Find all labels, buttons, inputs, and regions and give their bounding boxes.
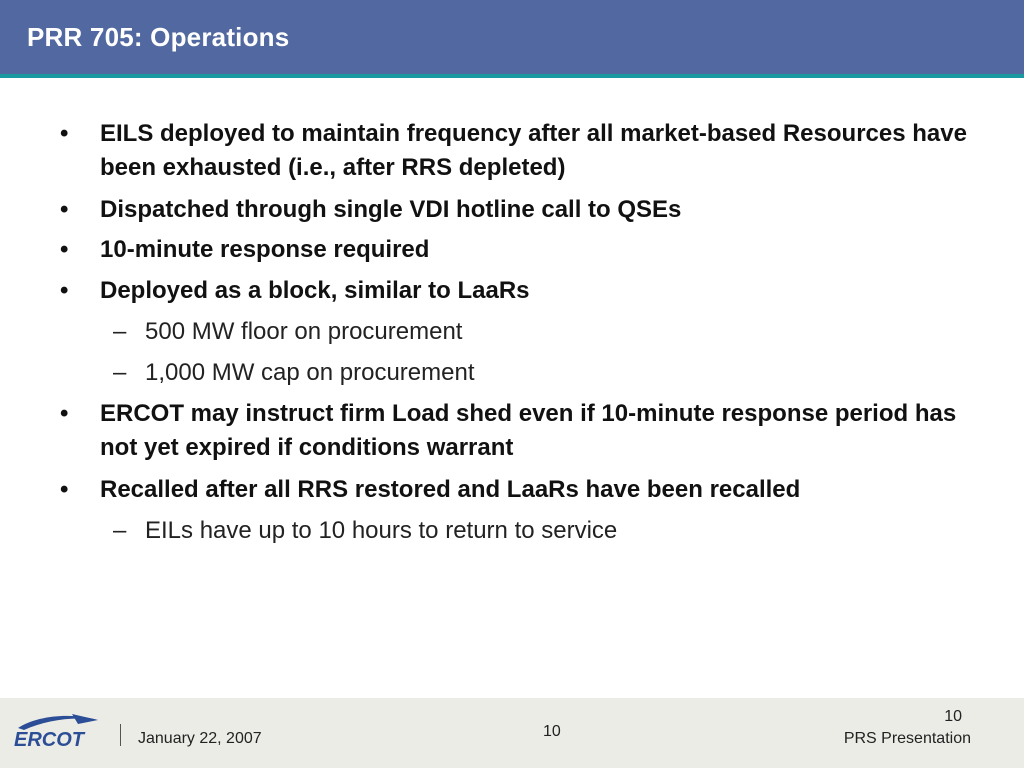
slide-title: PRR 705: Operations [27,22,290,52]
bullet-marker: • [60,277,69,304]
bullet-item [60,233,990,267]
footer-page-number-center: 10 [543,723,561,740]
bullet-item [60,117,990,185]
ercot-logo [12,706,104,752]
bullet-marker: • [60,400,69,427]
bullet-item [60,193,990,227]
bullet-marker: • [60,476,69,503]
footer-divider [120,724,121,746]
bullet-item [60,274,990,308]
sub-bullet-marker: – [113,359,127,386]
slide-footer [0,698,1024,768]
bullet-marker: • [60,196,69,223]
bullet-text: Dispatched through single VDI hotline call to QSEs [100,196,682,223]
sub-bullet-marker: – [113,318,127,345]
footer-presentation-label: PRS Presentation [843,730,971,747]
sub-bullet-marker: – [113,517,127,544]
sub-bullet-text: 500 MW floor on procurement [145,318,463,345]
bullet-text: Deployed as a block, similar to LaaRs [100,277,530,304]
sub-bullet-text: EILs have up to 10 hours to return to service [145,517,618,544]
sub-bullet-text: 1,000 MW cap on procurement [145,359,475,386]
bullet-text: 10-minute response required [100,236,430,263]
sub-bullet-item [113,356,985,390]
bullet-item [60,473,990,507]
bullet-marker: • [60,120,69,147]
sub-bullet-item [113,514,985,548]
logo-wordmark: ERCOT [14,729,84,751]
sub-bullet-item [113,315,985,349]
bullet-item [60,397,990,465]
bullet-text: Recalled after all RRS restored and LaaRs have been recalled [100,476,801,503]
footer-page-number-right: 10 [944,708,962,725]
bullet-text: EILS deployed to maintain frequency after all market-based Resources have been exhausted (i.e., after RRS depleted) [100,120,967,181]
bullet-marker: • [60,236,69,263]
bullet-text: ERCOT may instruct firm Load shed even if 10-minute response period has not yet expired if conditions warrant [100,400,957,461]
footer-date: January 22, 2007 [138,730,262,747]
